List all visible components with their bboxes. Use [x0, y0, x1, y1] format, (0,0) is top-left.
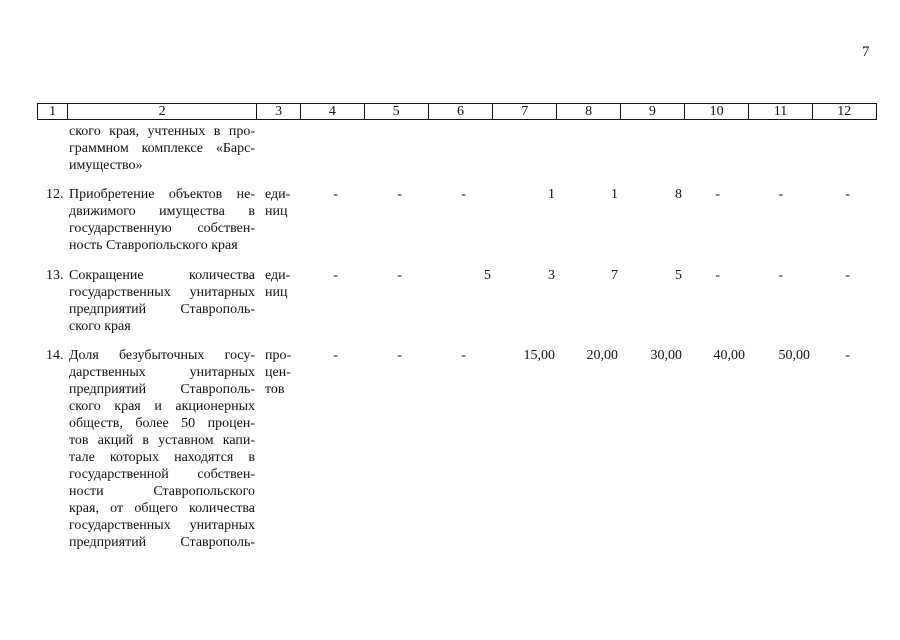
- name-line: государственных унитарных: [69, 285, 255, 300]
- header-cell: 6: [428, 104, 492, 120]
- unit-line: про-: [265, 348, 292, 363]
- value-cell: -: [397, 268, 402, 283]
- header-cell: 3: [257, 104, 301, 120]
- name-line: ность Ставропольского края: [69, 238, 238, 253]
- unit-line: еди-: [265, 268, 291, 283]
- value-cell: 1: [548, 187, 555, 202]
- value-cell: 5: [484, 268, 491, 283]
- name-line: движимого имущества в: [69, 204, 255, 219]
- header-cell: 12: [812, 104, 876, 120]
- value-cell: 15,00: [523, 348, 555, 363]
- value-cell: -: [397, 348, 402, 363]
- name-line: дарственных унитарных: [69, 365, 255, 380]
- unit-line: ниц: [265, 204, 288, 219]
- row-number: 12.: [46, 187, 64, 202]
- header-cell: 5: [364, 104, 428, 120]
- name-line: государственной собствен-: [69, 467, 255, 482]
- value-cell: 8: [675, 187, 682, 202]
- unit-of-measure: [265, 186, 305, 220]
- name-line: предприятий Ставрополь-: [69, 535, 255, 550]
- indicator-name: [69, 123, 255, 174]
- value-cell: 3: [548, 268, 555, 283]
- name-line: государственную собствен-: [69, 221, 255, 236]
- indicator-name: [69, 186, 255, 254]
- unit-line: ниц: [265, 285, 288, 300]
- value-cell: -: [333, 187, 338, 202]
- column-header-table: [37, 103, 877, 120]
- unit-line: тов: [265, 382, 285, 397]
- value-cell: 40,00: [713, 348, 745, 363]
- value-cell: -: [397, 187, 402, 202]
- page-number: 7: [862, 44, 870, 60]
- name-line: Сокращение количества: [69, 268, 255, 283]
- name-line: ского края, учтенных в про-: [69, 124, 255, 139]
- value-cell: -: [333, 268, 338, 283]
- value-cell: 30,00: [650, 348, 682, 363]
- value-cell: 50,00: [778, 348, 810, 363]
- name-line: Приобретение объектов не-: [69, 187, 255, 202]
- name-line: тале которых находятся в: [69, 450, 255, 465]
- value-cell: -: [715, 187, 720, 202]
- header-row: [38, 104, 877, 120]
- name-line: предприятий Ставрополь-: [69, 382, 255, 397]
- header-cell: 2: [68, 104, 257, 120]
- row-number: 13.: [46, 268, 64, 283]
- value-cell: -: [845, 268, 850, 283]
- row-number: 14.: [46, 348, 64, 363]
- header-cell: 4: [301, 104, 364, 120]
- name-line: ности Ставропольского: [69, 484, 255, 499]
- value-cell: -: [715, 268, 720, 283]
- header-cell: 11: [749, 104, 812, 120]
- value-cell: -: [461, 348, 466, 363]
- name-line: предприятий Ставрополь-: [69, 302, 255, 317]
- name-line: края, от общего количества: [69, 501, 255, 516]
- header-cell: 9: [620, 104, 684, 120]
- unit-of-measure: [265, 267, 305, 301]
- name-line: государственных унитарных: [69, 518, 255, 533]
- name-line: тов акций в уставном капи-: [69, 433, 255, 448]
- unit-of-measure: [265, 347, 305, 398]
- name-line: граммном комплексе «Барс-: [69, 141, 255, 156]
- unit-line: цен-: [265, 365, 291, 380]
- name-line: Доля безубыточных госу-: [69, 348, 255, 363]
- value-cell: 1: [611, 187, 618, 202]
- name-line: обществ, более 50 процен-: [69, 416, 255, 431]
- value-cell: -: [461, 187, 466, 202]
- header-cell: 7: [493, 104, 557, 120]
- indicator-name: [69, 267, 255, 335]
- indicator-name: [69, 347, 255, 551]
- name-line: ского края и акционерных: [69, 399, 255, 414]
- name-line: ского края: [69, 319, 131, 334]
- value-cell: 5: [675, 268, 682, 283]
- unit-line: еди-: [265, 187, 291, 202]
- value-cell: 20,00: [586, 348, 618, 363]
- value-cell: 7: [611, 268, 618, 283]
- value-cell: -: [845, 348, 850, 363]
- value-cell: -: [778, 187, 783, 202]
- value-cell: -: [845, 187, 850, 202]
- value-cell: -: [333, 348, 338, 363]
- value-cell: -: [778, 268, 783, 283]
- header-cell: 1: [38, 104, 68, 120]
- name-line: имущество»: [69, 158, 143, 173]
- header-cell: 8: [557, 104, 620, 120]
- header-cell: 10: [685, 104, 749, 120]
